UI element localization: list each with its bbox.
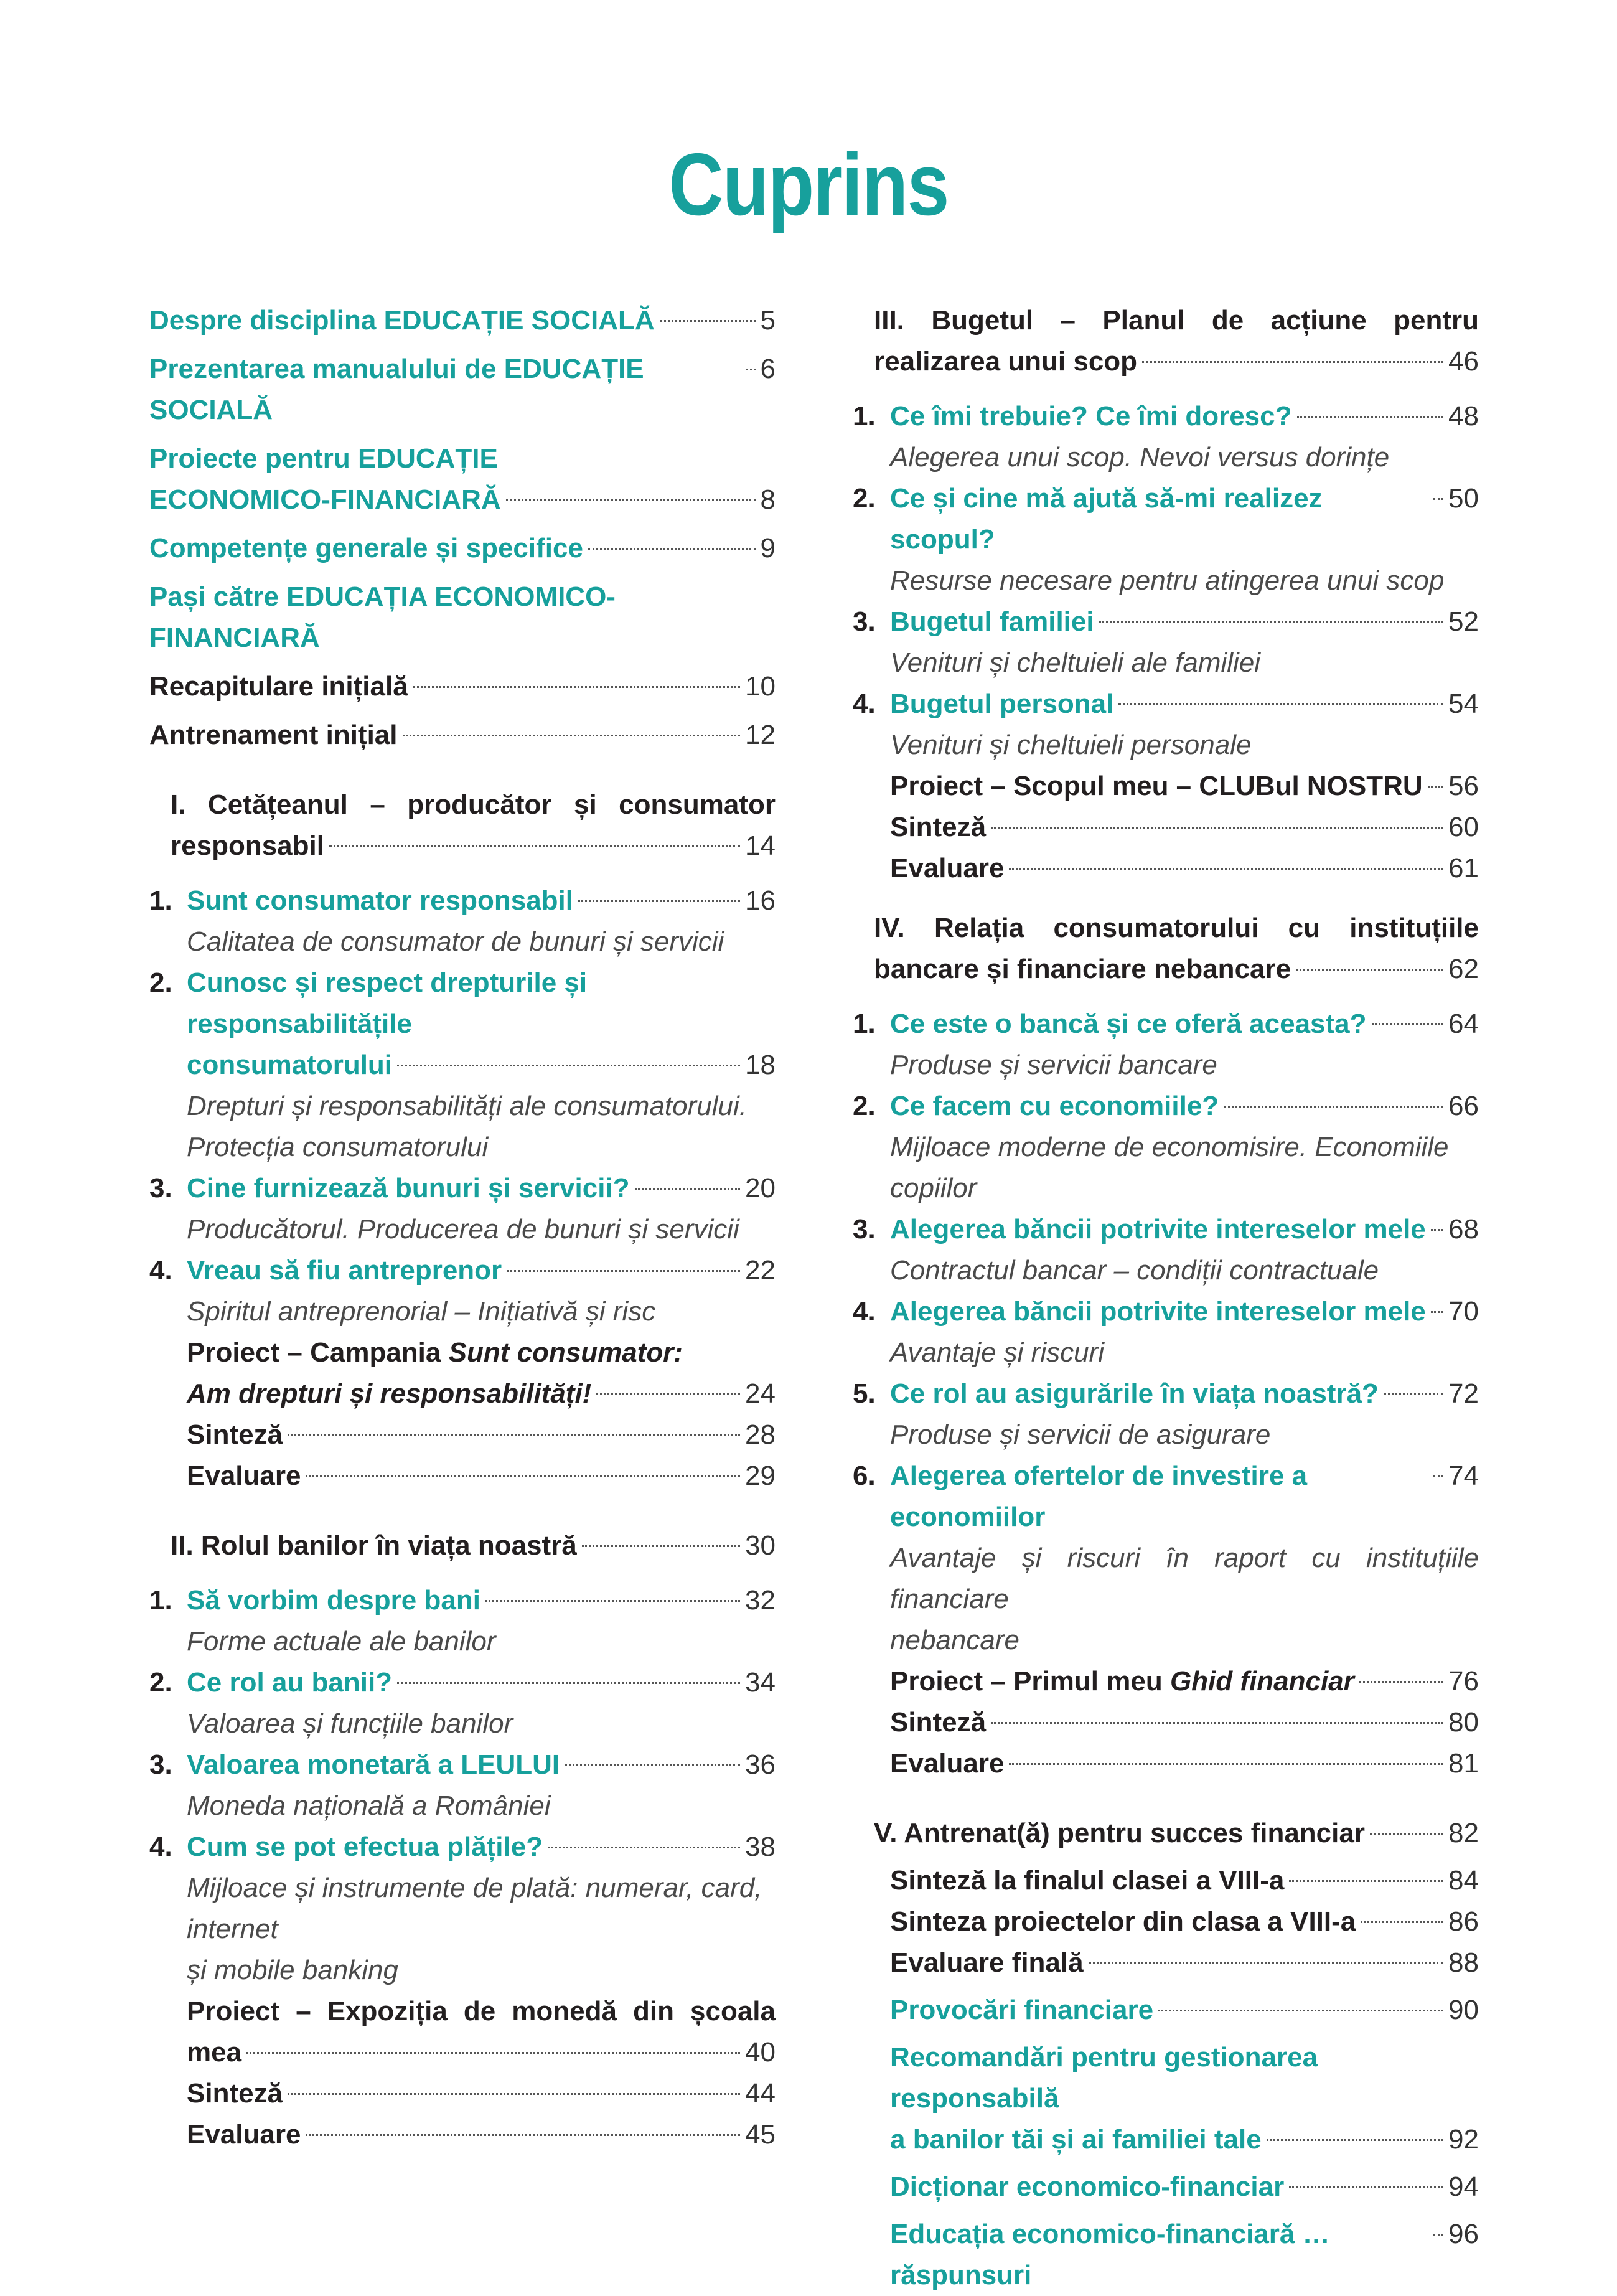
toc-entry[interactable]: Recapitulare inițială 10	[149, 671, 776, 702]
lesson-entry[interactable]: 2. Ce rol au banii? 34 Valoarea și funcțiile banilor	[149, 1667, 776, 1739]
toc-entry[interactable]: Dicționar economico-financiar 94	[890, 2171, 1479, 2202]
lesson-entry[interactable]: 4. Vreau să fiu antreprenor 22 Spiritul antreprenorial – Inițiativă și risc	[149, 1255, 776, 1327]
lesson-entry[interactable]: 2. Cunosc și respect drepturile și responsabilitățile consumatorului 18 Drepturi și responsabilități ale consumatorului. Protecția consumatorului	[149, 967, 776, 1162]
toc-entry[interactable]: Prezentarea manualului de EDUCAȚIE SOCIALĂ 6	[149, 354, 776, 425]
lesson-entry[interactable]: 3. Valoarea monetară a LEULUI 36 Moneda națională a României	[149, 1749, 776, 1821]
evaluation-entry[interactable]: Evaluare 45	[187, 2119, 776, 2150]
synthesis-entry[interactable]: Sinteză 80	[890, 1707, 1479, 1738]
project-entry[interactable]: Proiect – Primul meu Ghid financiar 76	[890, 1666, 1479, 1696]
lesson-entry[interactable]: 3. Alegerea băncii potrivite intereselor mele 68 Contractul bancar – condiții contractuale	[853, 1214, 1479, 1286]
synthesis-entry[interactable]: Sinteză 44	[187, 2078, 776, 2109]
synthesis-entry[interactable]: Sinteză 60	[890, 812, 1479, 842]
lesson-entry[interactable]: 4. Cum se pot efectua plățile? 38 Mijloace și instrumente de plată: numerar, card, internet și mobile banking	[149, 1832, 776, 1985]
toc-right-column	[853, 300, 1479, 2290]
evaluation-entry[interactable]: Evaluare 81	[890, 1748, 1479, 1779]
project-entry[interactable]: Proiect – Expoziția de monedă din școala mea 40	[187, 1996, 776, 2068]
synthesis-entry[interactable]: Sinteză 28	[187, 1419, 776, 1450]
project-entry[interactable]: Proiect – Campania Sunt consumator: Am drepturi și responsabilități! 24	[187, 1337, 776, 1409]
toc-entry[interactable]: Provocări financiare 90	[890, 1995, 1479, 2025]
project-entry[interactable]: Proiect – Scopul meu – CLUBul NOSTRU 56	[890, 771, 1479, 801]
page-title: Cuprins	[668, 135, 949, 234]
toc-entry[interactable]: Despre disciplina EDUCAȚIE SOCIALĂ 5	[149, 305, 776, 336]
unit-item[interactable]: Evaluare finală 88	[890, 1947, 1479, 1978]
lesson-entry[interactable]: 4. Alegerea băncii potrivite intereselor mele 70 Avantaje și riscuri	[853, 1296, 1479, 1368]
unit-heading[interactable]: I. Cetățeanul – producător și consumator responsabil 14	[171, 789, 776, 861]
lesson-entry[interactable]: 3. Bugetul familiei 52 Venituri și cheltuieli ale familiei	[853, 606, 1479, 678]
toc-entry[interactable]: Competențe generale și specifice 9	[149, 533, 776, 563]
toc-entry[interactable]: Recomandări pentru gestionarea responsabilă a banilor tăi și ai familiei tale 92	[890, 2042, 1479, 2155]
unit-heading[interactable]: V. Antrenat(ă) pentru succes financiar 82	[874, 1818, 1479, 1848]
lesson-entry[interactable]: 1. Sunt consumator responsabil 16 Calitatea de consumator de bunuri și servicii	[149, 885, 776, 957]
lesson-entry[interactable]: 5. Ce rol au asigurările în viața noastră? 72 Produse și servicii de asigurare	[853, 1378, 1479, 1450]
toc-entry[interactable]: Proiecte pentru EDUCAȚIE ECONOMICO-FINANCIARĂ 8	[149, 443, 776, 515]
lesson-entry[interactable]: 1. Ce este o bancă și ce oferă aceasta? 64 Produse și servicii bancare	[853, 1009, 1479, 1080]
lesson-entry[interactable]: 4. Bugetul personal 54 Venituri și cheltuieli personale	[853, 689, 1479, 760]
toc-entry[interactable]: Educația economico-financiară … răspunsuri 96	[890, 2219, 1479, 2290]
lesson-entry[interactable]: 2. Ce facem cu economiile? 66 Mijloace moderne de economisire. Economiile copiilor	[853, 1091, 1479, 1203]
unit-item[interactable]: Sinteza proiectelor din clasa a VIII-a 86	[890, 1906, 1479, 1937]
unit-heading[interactable]: IV. Relația consumatorului cu instituțiile bancare și financiare nebancare 62	[874, 913, 1479, 984]
lesson-entry[interactable]: 2. Ce și cine mă ajută să-mi realizez scopul? 50 Resurse necesare pentru atingerea unui scop	[853, 483, 1479, 596]
lesson-entry[interactable]: 1. Să vorbim despre bani 32 Forme actuale ale banilor	[149, 1585, 776, 1657]
toc-entry[interactable]: Pași către EDUCAȚIA ECONOMICO-FINANCIARĂ	[149, 581, 616, 653]
evaluation-entry[interactable]: Evaluare 61	[890, 853, 1479, 883]
lesson-entry[interactable]: 3. Cine furnizează bunuri și servicii? 20 Producătorul. Producerea de bunuri și servicii	[149, 1173, 776, 1244]
lesson-entry[interactable]: 1. Ce îmi trebuie? Ce îmi doresc? 48 Alegerea unui scop. Nevoi versus dorințe	[853, 401, 1479, 473]
lesson-entry[interactable]: 6. Alegerea ofertelor de investire a economiilor 74 Avantaje și riscuri în raport cu instituțiile financiare nebancare	[853, 1461, 1479, 1655]
evaluation-entry[interactable]: Evaluare 29	[187, 1461, 776, 1491]
toc-entry[interactable]: Antrenament inițial 12	[149, 720, 776, 750]
unit-heading[interactable]: II. Rolul banilor în viața noastră 30	[171, 1530, 776, 1561]
unit-heading[interactable]: III. Bugetul – Planul de acțiune pentru realizarea unui scop 46	[874, 305, 1479, 377]
toc-left-column	[149, 300, 776, 2150]
unit-item[interactable]: Sinteză la finalul clasei a VIII-a 84	[890, 1865, 1479, 1896]
